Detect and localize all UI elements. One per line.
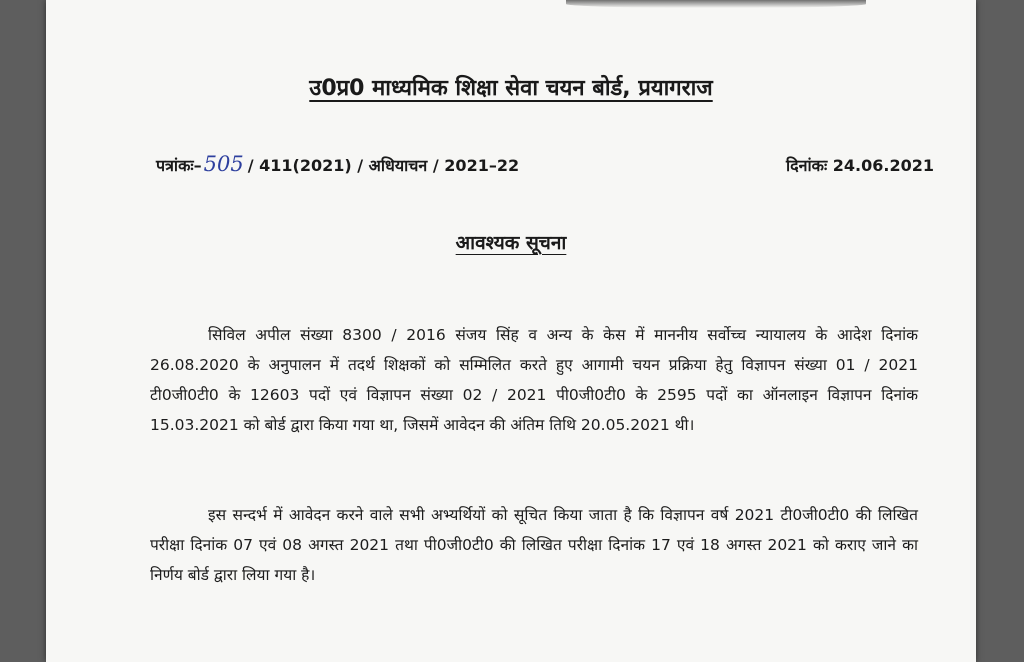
scan-shadow xyxy=(566,0,866,8)
document-title-text: उ0प्र0 माध्यमिक शिक्षा सेवा चयन बोर्ड, प्रयागराज xyxy=(309,76,713,101)
document-date: दिनांकः 24.06.2021 xyxy=(786,156,934,175)
handwritten-number: 505 xyxy=(203,152,244,176)
reference-prefix: पत्रांकः– xyxy=(156,156,202,175)
reference-number xyxy=(156,152,519,176)
viewer-right-margin xyxy=(976,0,1024,662)
notice-heading-text: आवश्यक सूचना xyxy=(455,232,567,254)
paragraph-1: सिविल अपील संख्या 8300 / 2016 संजय सिंह व अन्य के केस में माननीय सर्वोच्च न्यायालय के आदेश दिनांक 26.08.2020 के अनुपालन में तदर्थ शिक्षकों को सम्मिलित करते हुए आगामी चयन प्रक्रिया हेतु विज्ञापन संख्या 01 / 2021 टी0जी0टी0 के 12603 पदों एवं विज्ञापन संख्या 02 / 2021 पी0जी0टी0 के 2595 पदों का ऑनलाइन विज्ञापन दिनांक 15.03.2021 को बोर्ड द्वारा किया गया था, जिसमें आवेदन की अंतिम तिथि 20.05.2021 थी। xyxy=(150,325,918,434)
notice-heading xyxy=(46,229,976,255)
document-title xyxy=(46,72,976,102)
document-page xyxy=(46,0,976,662)
paragraph-2: इस सन्दर्भ में आवेदन करने वाले सभी अभ्यर्थियों को सूचित किया जाता है कि विज्ञापन वर्ष 2021 टी0जी0टी0 की लिखित परीक्षा दिनांक 07 एवं 08 अगस्त 2021 तथा पी0जी0टी0 की लिखित परीक्षा दिनांक 17 एवं 18 अगस्त 2021 को कराए जाने का निर्णय बोर्ड द्वारा लिया गया है। xyxy=(150,505,918,584)
reference-suffix: / 411(2021) / अधियाचन / 2021–22 xyxy=(247,156,520,175)
viewer-left-margin xyxy=(0,0,46,662)
